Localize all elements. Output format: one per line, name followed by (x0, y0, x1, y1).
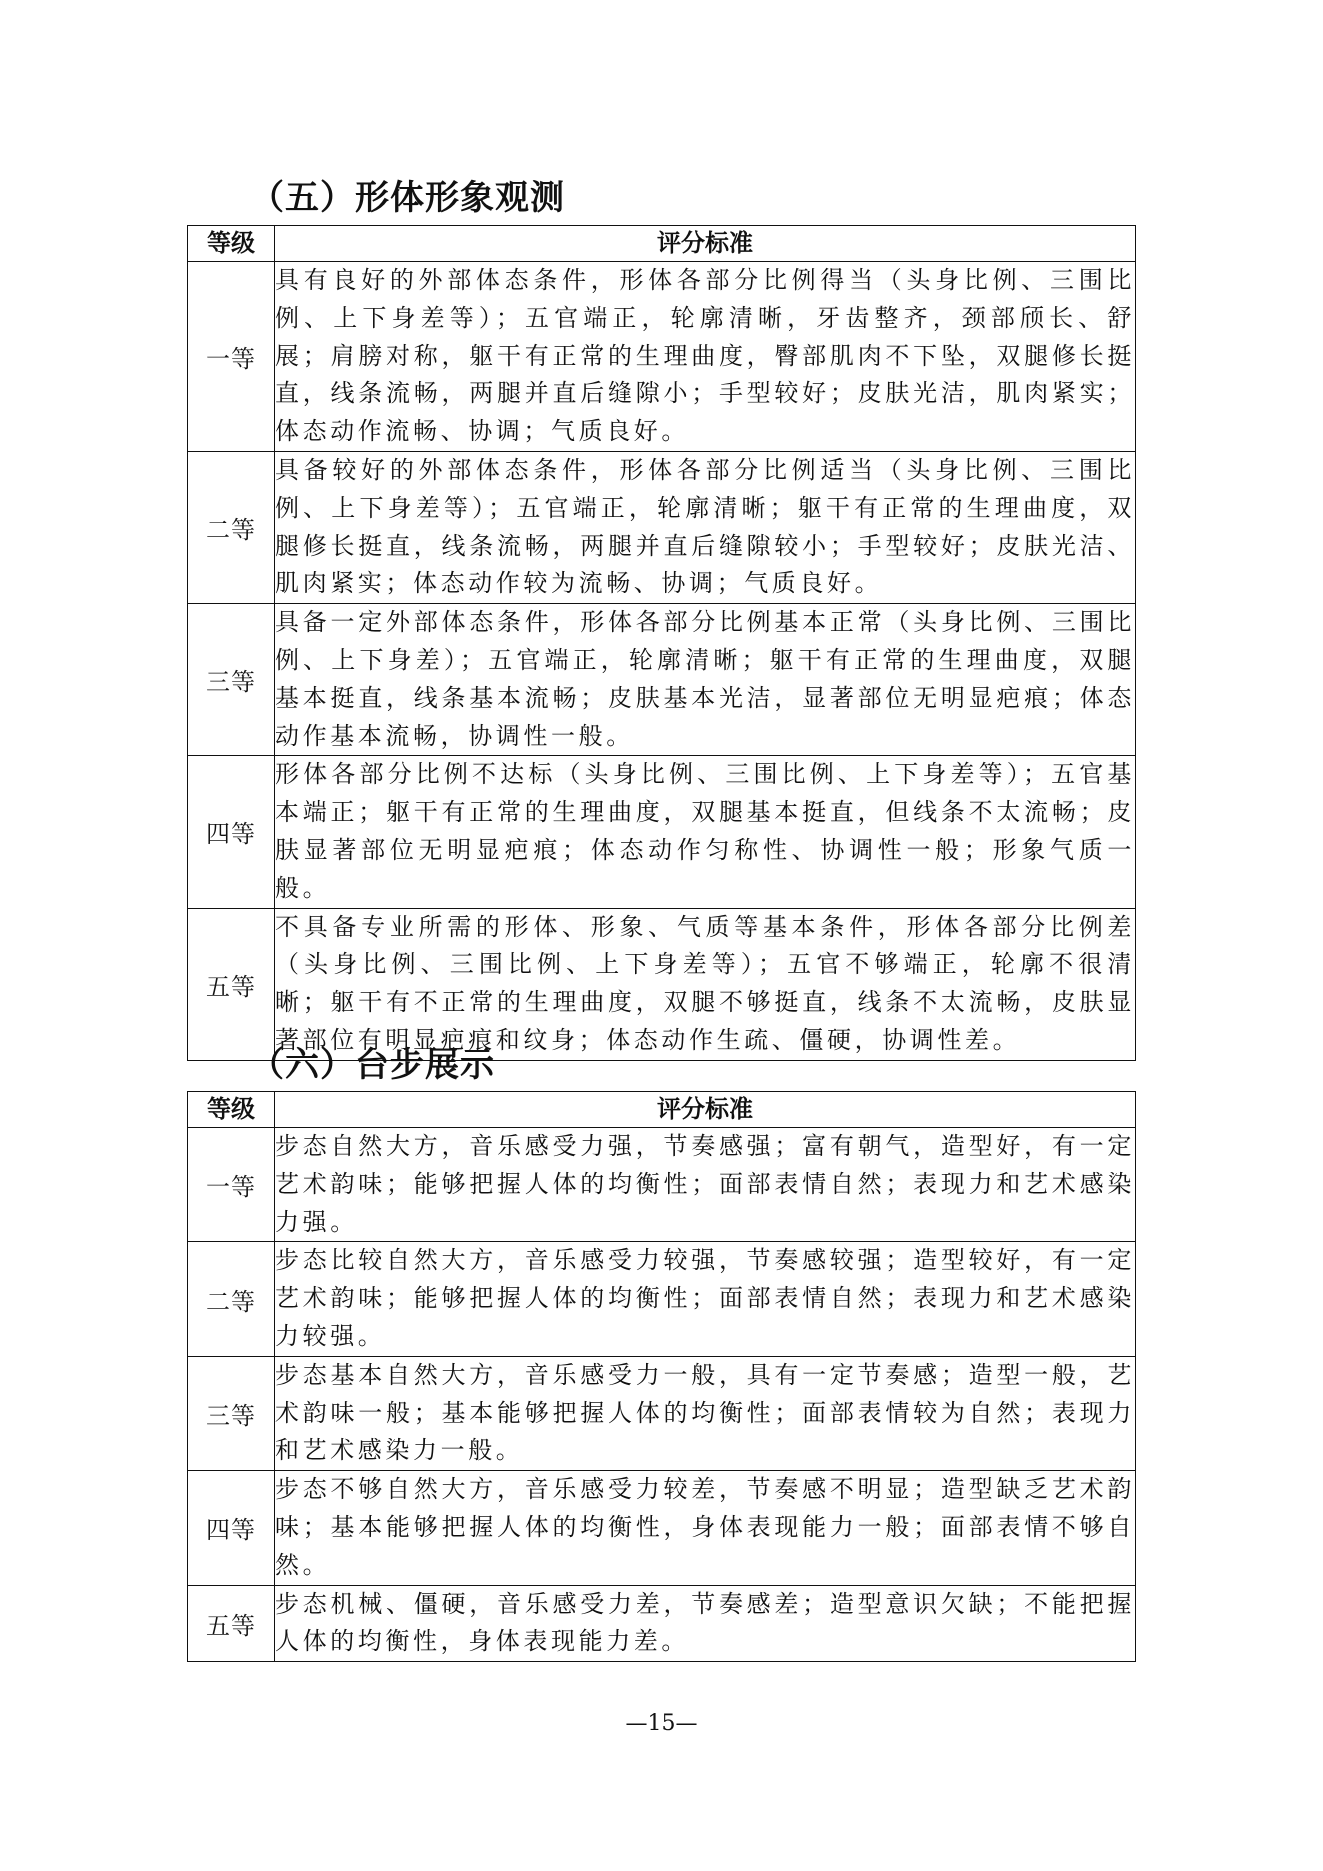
table-row (188, 1356, 1136, 1470)
grade-column-header: 等级 (188, 226, 275, 262)
grade-cell: 五等 (188, 1585, 275, 1662)
grade-cell: 四等 (188, 756, 275, 908)
table-header-row (188, 1092, 1136, 1128)
criteria-cell: 不具备专业所需的形体、形象、气质等基本条件，形体各部分比例差（头身比例、三围比例、上下身差等）；五官不够端正，轮廓不很清晰；躯干有不正常的生理曲度，双腿不够挺直，线条不太流畅，皮肤显著部位有明显疤痕和纹身；体态动作生疏、僵硬，协调性差。 (275, 908, 1136, 1060)
page-number: —15— (625, 1711, 698, 1736)
grade-cell: 三等 (188, 604, 275, 756)
criteria-cell: 形体各部分比例不达标（头身比例、三围比例、上下身差等）；五官基本端正；躯干有正常的生理曲度，双腿基本挺直，但线条不太流畅；皮肤显著部位无明显疤痕；体态动作匀称性、协调性一般；形象气质一般。 (275, 756, 1136, 908)
section-5-title: （五）形体形象观测 (250, 178, 565, 218)
criteria-cell: 具备一定外部体态条件，形体各部分比例基本正常（头身比例、三围比例、上下身差）；五官端正，轮廓清晰；躯干有正常的生理曲度，双腿基本挺直，线条基本流畅；皮肤基本光洁，显著部位无明显疤痕；体态动作基本流畅，协调性一般。 (275, 604, 1136, 756)
grade-cell: 三等 (188, 1356, 275, 1470)
grade-cell: 二等 (188, 451, 275, 603)
criteria-column-header: 评分标准 (275, 226, 1136, 262)
criteria-cell: 步态基本自然大方，音乐感受力一般，具有一定节奏感；造型一般，艺术韵味一般；基本能够把握人体的均衡性；面部表情较为自然；表现力和艺术感染力一般。 (275, 1356, 1136, 1470)
table-row (188, 756, 1136, 908)
table-row (188, 1242, 1136, 1356)
table-row (188, 1585, 1136, 1662)
table-row (188, 262, 1136, 452)
criteria-cell: 步态自然大方，音乐感受力强，节奏感强；富有朝气，造型好，有一定艺术韵味；能够把握人体的均衡性；面部表情自然；表现力和艺术感染力强。 (275, 1128, 1136, 1242)
criteria-cell: 具备较好的外部体态条件，形体各部分比例适当（头身比例、三围比例、上下身差等）；五官端正，轮廓清晰；躯干有正常的生理曲度，双腿修长挺直，线条流畅，两腿并直后缝隙较小；手型较好；皮肤光洁、肌肉紧实；体态动作较为流畅、协调；气质良好。 (275, 451, 1136, 603)
table-row (188, 451, 1136, 603)
table-row (188, 1128, 1136, 1242)
section-5-table (187, 225, 1136, 1061)
criteria-cell: 具有良好的外部体态条件，形体各部分比例得当（头身比例、三围比例、上下身差等）；五官端正，轮廓清晰，牙齿整齐，颈部颀长、舒展；肩膀对称，躯干有正常的生理曲度，臀部肌肉不下坠，双腿修长挺直，线条流畅，两腿并直后缝隙小；手型较好；皮肤光洁，肌肉紧实；体态动作流畅、协调；气质良好。 (275, 262, 1136, 452)
section-6-title: （六）台步展示 (250, 1045, 495, 1085)
table-header-row (188, 226, 1136, 262)
table-row (188, 604, 1136, 756)
criteria-cell: 步态比较自然大方，音乐感受力较强，节奏感较强；造型较好，有一定艺术韵味；能够把握人体的均衡性；面部表情自然；表现力和艺术感染力较强。 (275, 1242, 1136, 1356)
criteria-column-header: 评分标准 (275, 1092, 1136, 1128)
grade-cell: 一等 (188, 1128, 275, 1242)
grade-column-header: 等级 (188, 1092, 275, 1128)
criteria-cell: 步态机械、僵硬，音乐感受力差，节奏感差；造型意识欠缺；不能把握人体的均衡性，身体表现能力差。 (275, 1585, 1136, 1662)
grade-cell: 五等 (188, 908, 275, 1060)
grade-cell: 二等 (188, 1242, 275, 1356)
table-row (188, 908, 1136, 1060)
grade-cell: 一等 (188, 262, 275, 452)
grade-cell: 四等 (188, 1471, 275, 1585)
table-row (188, 1471, 1136, 1585)
criteria-cell: 步态不够自然大方，音乐感受力较差，节奏感不明显；造型缺乏艺术韵味；基本能够把握人体的均衡性，身体表现能力一般；面部表情不够自然。 (275, 1471, 1136, 1585)
section-6-table (187, 1091, 1136, 1662)
